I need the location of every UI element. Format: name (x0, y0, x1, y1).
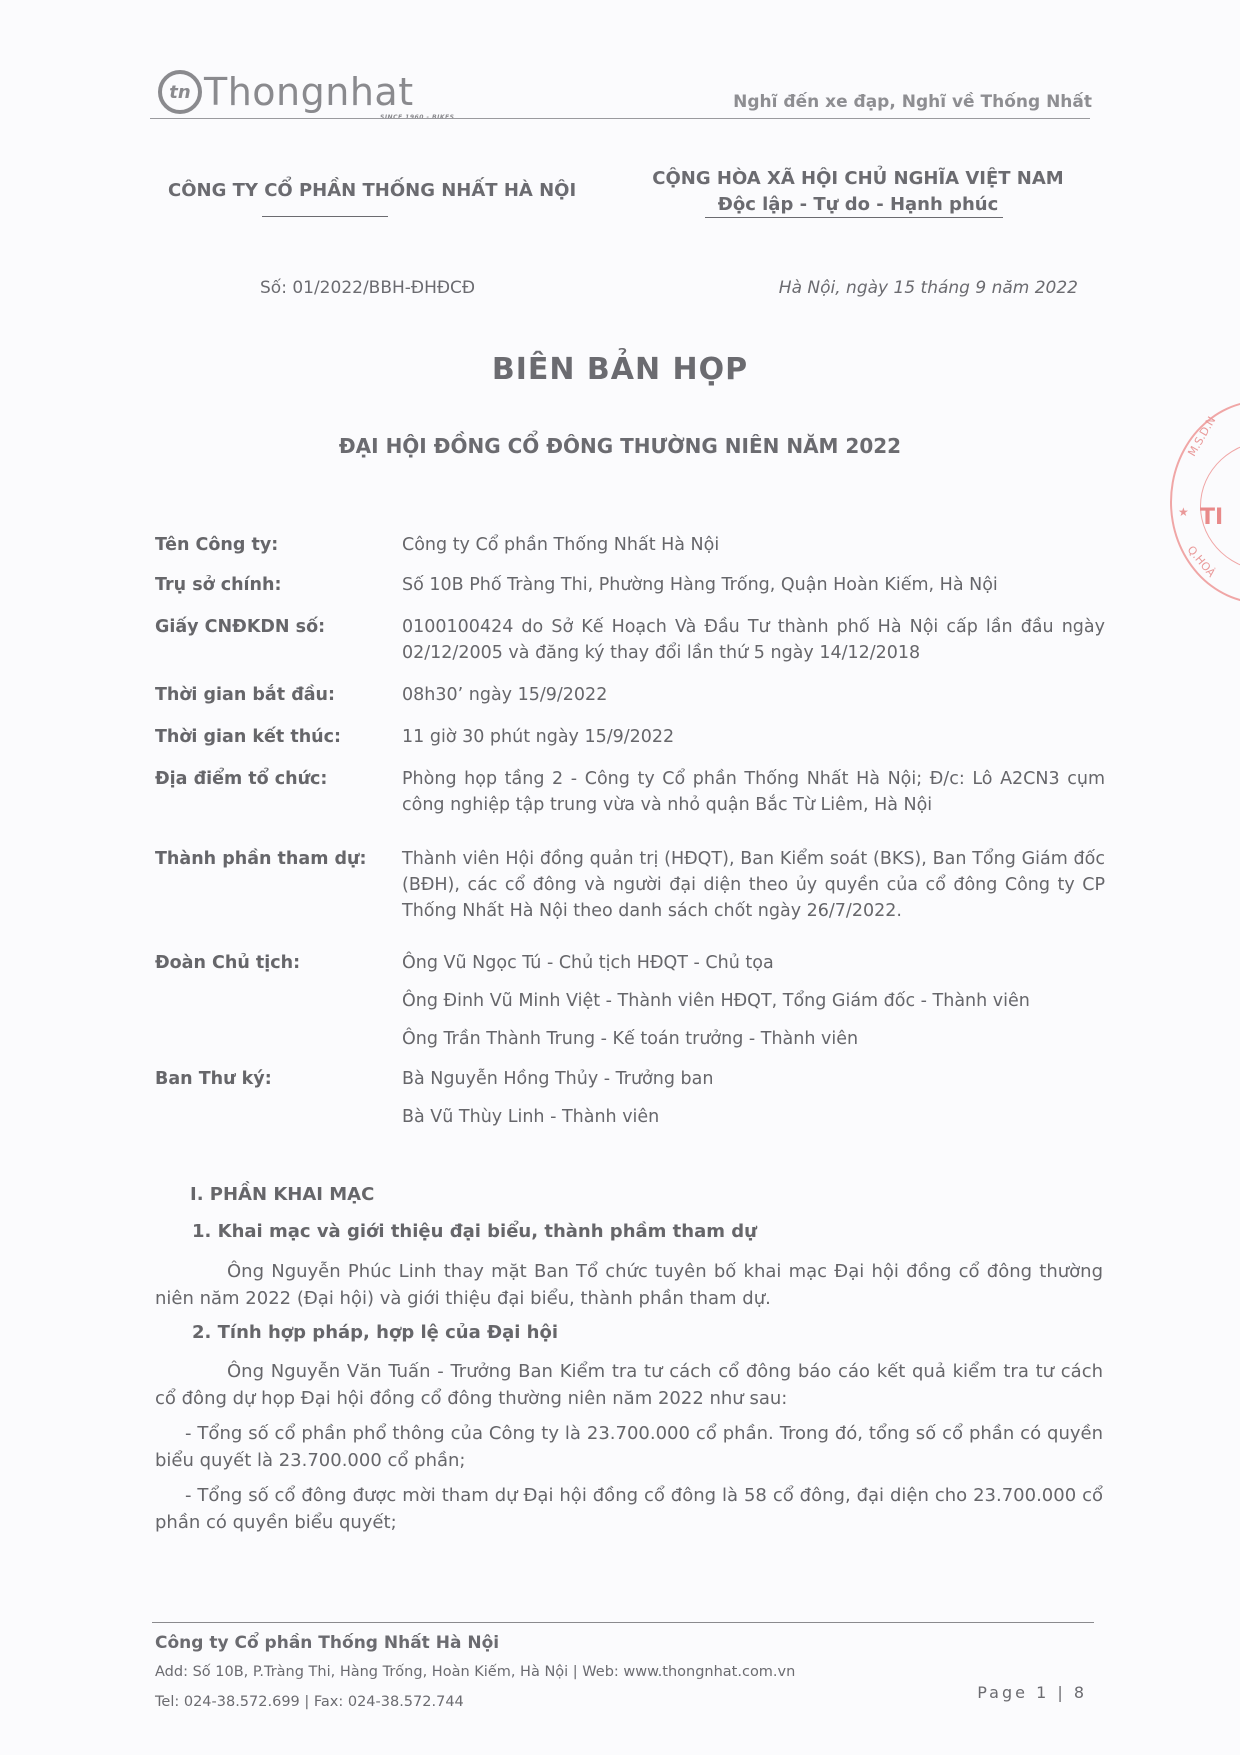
footer-address: Add: Số 10B, P.Tràng Thi, Hàng Trống, Hoàn Kiếm, Hà Nội | Web: www.thongnhat.com.vn (155, 1664, 796, 1680)
info-value-line: Công ty Cổ phần Thống Nhất Hà Nội (402, 535, 720, 555)
item-heading-opening-introduction: 1. Khai mạc và giới thiệu đại biểu, thành phầm tham dự (192, 1221, 757, 1242)
bullet-invited-shareholders: - Tổng số cổ đông được mời tham dự Đại hội đồng cổ đông là 58 cổ đông, đại diện cho 23.700.000 cổ phần có quyền biểu quyết; (155, 1485, 1103, 1533)
header-divider (150, 118, 1090, 119)
info-label: Giấy CNĐKDN số: (155, 617, 326, 637)
info-label: Tên Công ty: (155, 535, 279, 555)
info-row-presidium (155, 950, 1105, 1064)
info-value (402, 724, 1105, 762)
bullet-total-shares: - Tổng số cổ phần phổ thông của Công ty là 23.700.000 cổ phần. Trong đó, tổng số cổ phần có quyền biểu quyết là 23.700.000 cổ phần; (155, 1423, 1103, 1471)
info-label: Trụ sở chính: (155, 575, 282, 595)
info-value-line: Ông Trần Thành Trung - Kế toán trưởng - Thành viên (402, 1029, 859, 1049)
document-number: Số: 01/2022/BBH-ĐHĐCĐ (260, 278, 476, 298)
info-row-company-name (155, 532, 1105, 570)
info-row-end-time (155, 724, 1105, 762)
info-value-line: Bà Vũ Thùy Linh - Thành viên (402, 1107, 660, 1127)
item-heading-legality: 2. Tính hợp pháp, hợp lệ của Đại hội (192, 1322, 559, 1343)
info-value (402, 614, 1105, 678)
issuing-company-underline (262, 216, 388, 217)
info-row-venue (155, 766, 1105, 830)
info-row-start-time (155, 682, 1105, 720)
info-label: Địa điểm tổ chức: (155, 769, 328, 789)
info-label: Thành phần tham dự: (155, 849, 367, 869)
info-value (402, 766, 1105, 830)
info-value (402, 846, 1105, 936)
stamp-center-text: TI (1200, 505, 1224, 530)
info-label: Ban Thư ký: (155, 1069, 272, 1089)
footer-contact: Tel: 024-38.572.699 | Fax: 024-38.572.744 (155, 1694, 464, 1710)
info-value (402, 1066, 1105, 1142)
footer-divider (152, 1622, 1094, 1623)
info-value-line: 08h30’ ngày 15/9/2022 (402, 685, 608, 705)
logo-text: Thongnhat (204, 70, 414, 114)
footer-company-name: Công ty Cổ phần Thống Nhất Hà Nội (155, 1633, 500, 1653)
info-row-attendees (155, 846, 1105, 936)
info-value-line: 0100100424 do Sở Kế Hoạch Và Đầu Tư thành phố Hà Nội cấp lần đầu ngày 02/12/2005 và đăng ký thay đổi lần thứ 5 ngày 14/12/2018 (402, 617, 1105, 663)
info-value-line: Phòng họp tầng 2 - Công ty Cổ phần Thống Nhất Hà Nội; Đ/c: Lô A2CN3 cụm công nghiệp tập trung vừa và nhỏ quận Bắc Từ Liêm, Hà Nội (402, 769, 1105, 815)
stamp-arc-text-bottom: Q.HOÀ (1184, 543, 1218, 580)
info-value-line: Số 10B Phố Tràng Thi, Phường Hàng Trống, Quận Hoàn Kiếm, Hà Nội (402, 575, 998, 595)
info-value-line: Ông Vũ Ngọc Tú - Chủ tịch HĐQT - Chủ tọa (402, 953, 774, 973)
company-logo (158, 70, 414, 114)
paragraph-legality: Ông Nguyễn Văn Tuấn - Trưởng Ban Kiểm tra tư cách cổ đông báo cáo kết quả kiểm tra tư cách cổ đông dự họp Đại hội đồng cổ đông thường niên năm 2022 như sau: (155, 1361, 1103, 1409)
info-value (402, 572, 1105, 610)
info-value-line: Thành viên Hội đồng quản trị (HĐQT), Ban Kiểm soát (BKS), Ban Tổng Giám đốc (BĐH), các cổ đông và người đại diện theo ủy quyền của cổ đông Công ty CP Thống Nhất Hà Nội theo danh sách chốt ngày 26/7/2022. (402, 849, 1105, 921)
nation-line-1: CỘNG HÒA XÃ HỘI CHỦ NGHĨA VIỆT NAM (652, 168, 1064, 189)
document-date: Hà Nội, ngày 15 tháng 9 năm 2022 (778, 278, 1078, 298)
paragraph-opening: Ông Nguyễn Phúc Linh thay mặt Ban Tổ chức tuyên bố khai mạc Đại hội đồng cổ đông thường niên năm 2022 (Đại hội) và giới thiệu đại biểu, thành phần tham dự. (155, 1261, 1103, 1309)
slogan: Nghĩ đến xe đạp, Nghĩ về Thống Nhất (733, 92, 1092, 112)
info-value-line: Bà Nguyễn Hồng Thủy - Trưởng ban (402, 1069, 714, 1089)
info-label: Thời gian kết thúc: (155, 727, 342, 747)
stamp-star-icon: ★ (1178, 505, 1189, 519)
national-heading (638, 166, 1078, 218)
nation-line-2: Độc lập - Tự do - Hạnh phúc (717, 194, 999, 215)
info-value (402, 950, 1105, 1064)
nation-underline (705, 217, 1003, 218)
document-subtitle: ĐẠI HỘI ĐỒNG CỔ ĐÔNG THƯỜNG NIÊN NĂM 2022 (338, 434, 902, 458)
section-heading-opening: I. PHẦN KHAI MẠC (190, 1184, 375, 1205)
info-value (402, 532, 1105, 570)
info-row-business-license (155, 614, 1105, 678)
info-value (402, 682, 1105, 720)
stamp-arc-text-top: M.S.D.N (1185, 414, 1219, 459)
info-label: Thời gian bắt đầu: (155, 685, 335, 705)
info-value-line: 11 giờ 30 phút ngày 15/9/2022 (402, 727, 675, 747)
page-number: Page 1 | 8 (977, 1683, 1087, 1702)
info-row-headquarters (155, 572, 1105, 610)
info-value-line: Ông Đinh Vũ Minh Việt - Thành viên HĐQT, Tổng Giám đốc - Thành viên (402, 991, 1030, 1011)
info-label: Đoàn Chủ tịch: (155, 953, 301, 973)
document-title: BIÊN BẢN HỌP (491, 352, 749, 387)
issuing-company: CÔNG TY CỔ PHẦN THỐNG NHẤT HÀ NỘI (168, 180, 577, 201)
info-row-secretariat (155, 1066, 1105, 1142)
logo-mark-icon: tn (158, 70, 202, 114)
